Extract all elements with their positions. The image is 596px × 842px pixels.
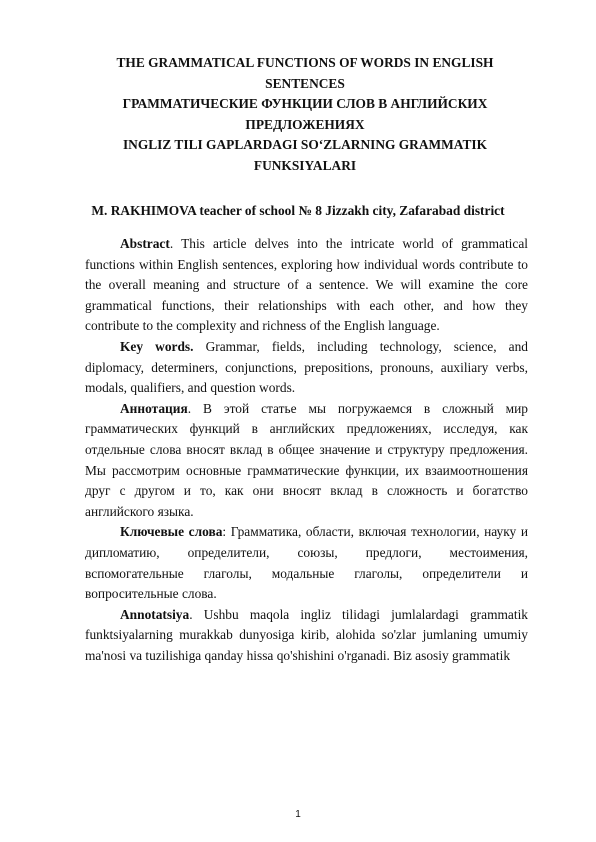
abstract-paragraph	[85, 234, 528, 337]
annotation-uzbek-label: Annotatsiya	[120, 606, 190, 622]
title-block	[90, 53, 520, 177]
title-uzbek: INGLIZ TILI GAPLARDAGI SO‘ZLARNING GRAMMATIK FUNKSIYALARI	[122, 137, 488, 173]
annotation-uzbek-paragraph	[85, 605, 528, 667]
annotation-russian-label: Аннотация	[120, 400, 188, 416]
keywords-russian-text: : Грамматика, области, включая технологии, науку и дипломатию, определители, союзы, предлоги, местоимения, вспомогательные глаголы, модальные глаголы, определители и вопросительные слова.	[85, 524, 528, 602]
abstract-text: . This article delves into the intricate world of grammatical functions within English sentences, exploring how individual words contribute to the overall meaning and structure of a sentence. We will examine the core grammatical functions, their relationships with each other, and how they contribute to the complexity and richness of the English language.	[85, 236, 528, 334]
annotation-uzbek-text: . Ushbu maqola ingliz tilidagi jumlalardagi grammatik funktsiyalarning murakkab dunyosiga kirib, alohida so'zlar jumlaning umumiy ma'nosi va tuzilishiga qanday hissa qo'shishini o'rganadi. Biz asosiy grammatik	[85, 606, 528, 663]
keywords-label: Key words.	[120, 338, 194, 354]
page-number: 1	[295, 809, 301, 820]
keywords-paragraph	[85, 337, 528, 399]
annotation-russian-paragraph	[85, 399, 528, 523]
title-russian: ГРАММАТИЧЕСКИЕ ФУНКЦИИ СЛОВ В АНГЛИЙСКИХ ПРЕДЛОЖЕНИЯХ	[122, 96, 488, 132]
keywords-russian-label: Ключевые слова	[120, 524, 223, 540]
abstract-label: Abstract	[120, 236, 170, 251]
author-line: M. RAKHIMOVA teacher of school № 8 Jizzakh city, Zafarabad district	[91, 203, 505, 218]
keywords-text: Grammar, fields, including technology, science, and diplomacy, determiners, conjunctions, prepositions, pronouns, auxiliary verbs, modals, qualifiers, and question words.	[85, 338, 528, 396]
keywords-russian-paragraph	[85, 522, 528, 604]
article-body	[85, 234, 528, 666]
annotation-russian-text: . В этой статье мы погружаемся в сложный мир грамматических функций в английских предложениях, исследуя, как отдельные слова вносят вклад в общее значение и структуру предложения. Мы рассмотрим основные грамматические функции, их взаимоотношения друг с другом и то, как они вносят вклад в сложность и богатство английского языка.	[85, 400, 528, 519]
title-english: THE GRAMMATICAL FUNCTIONS OF WORDS IN ENGLISH SENTENCES	[116, 55, 494, 91]
